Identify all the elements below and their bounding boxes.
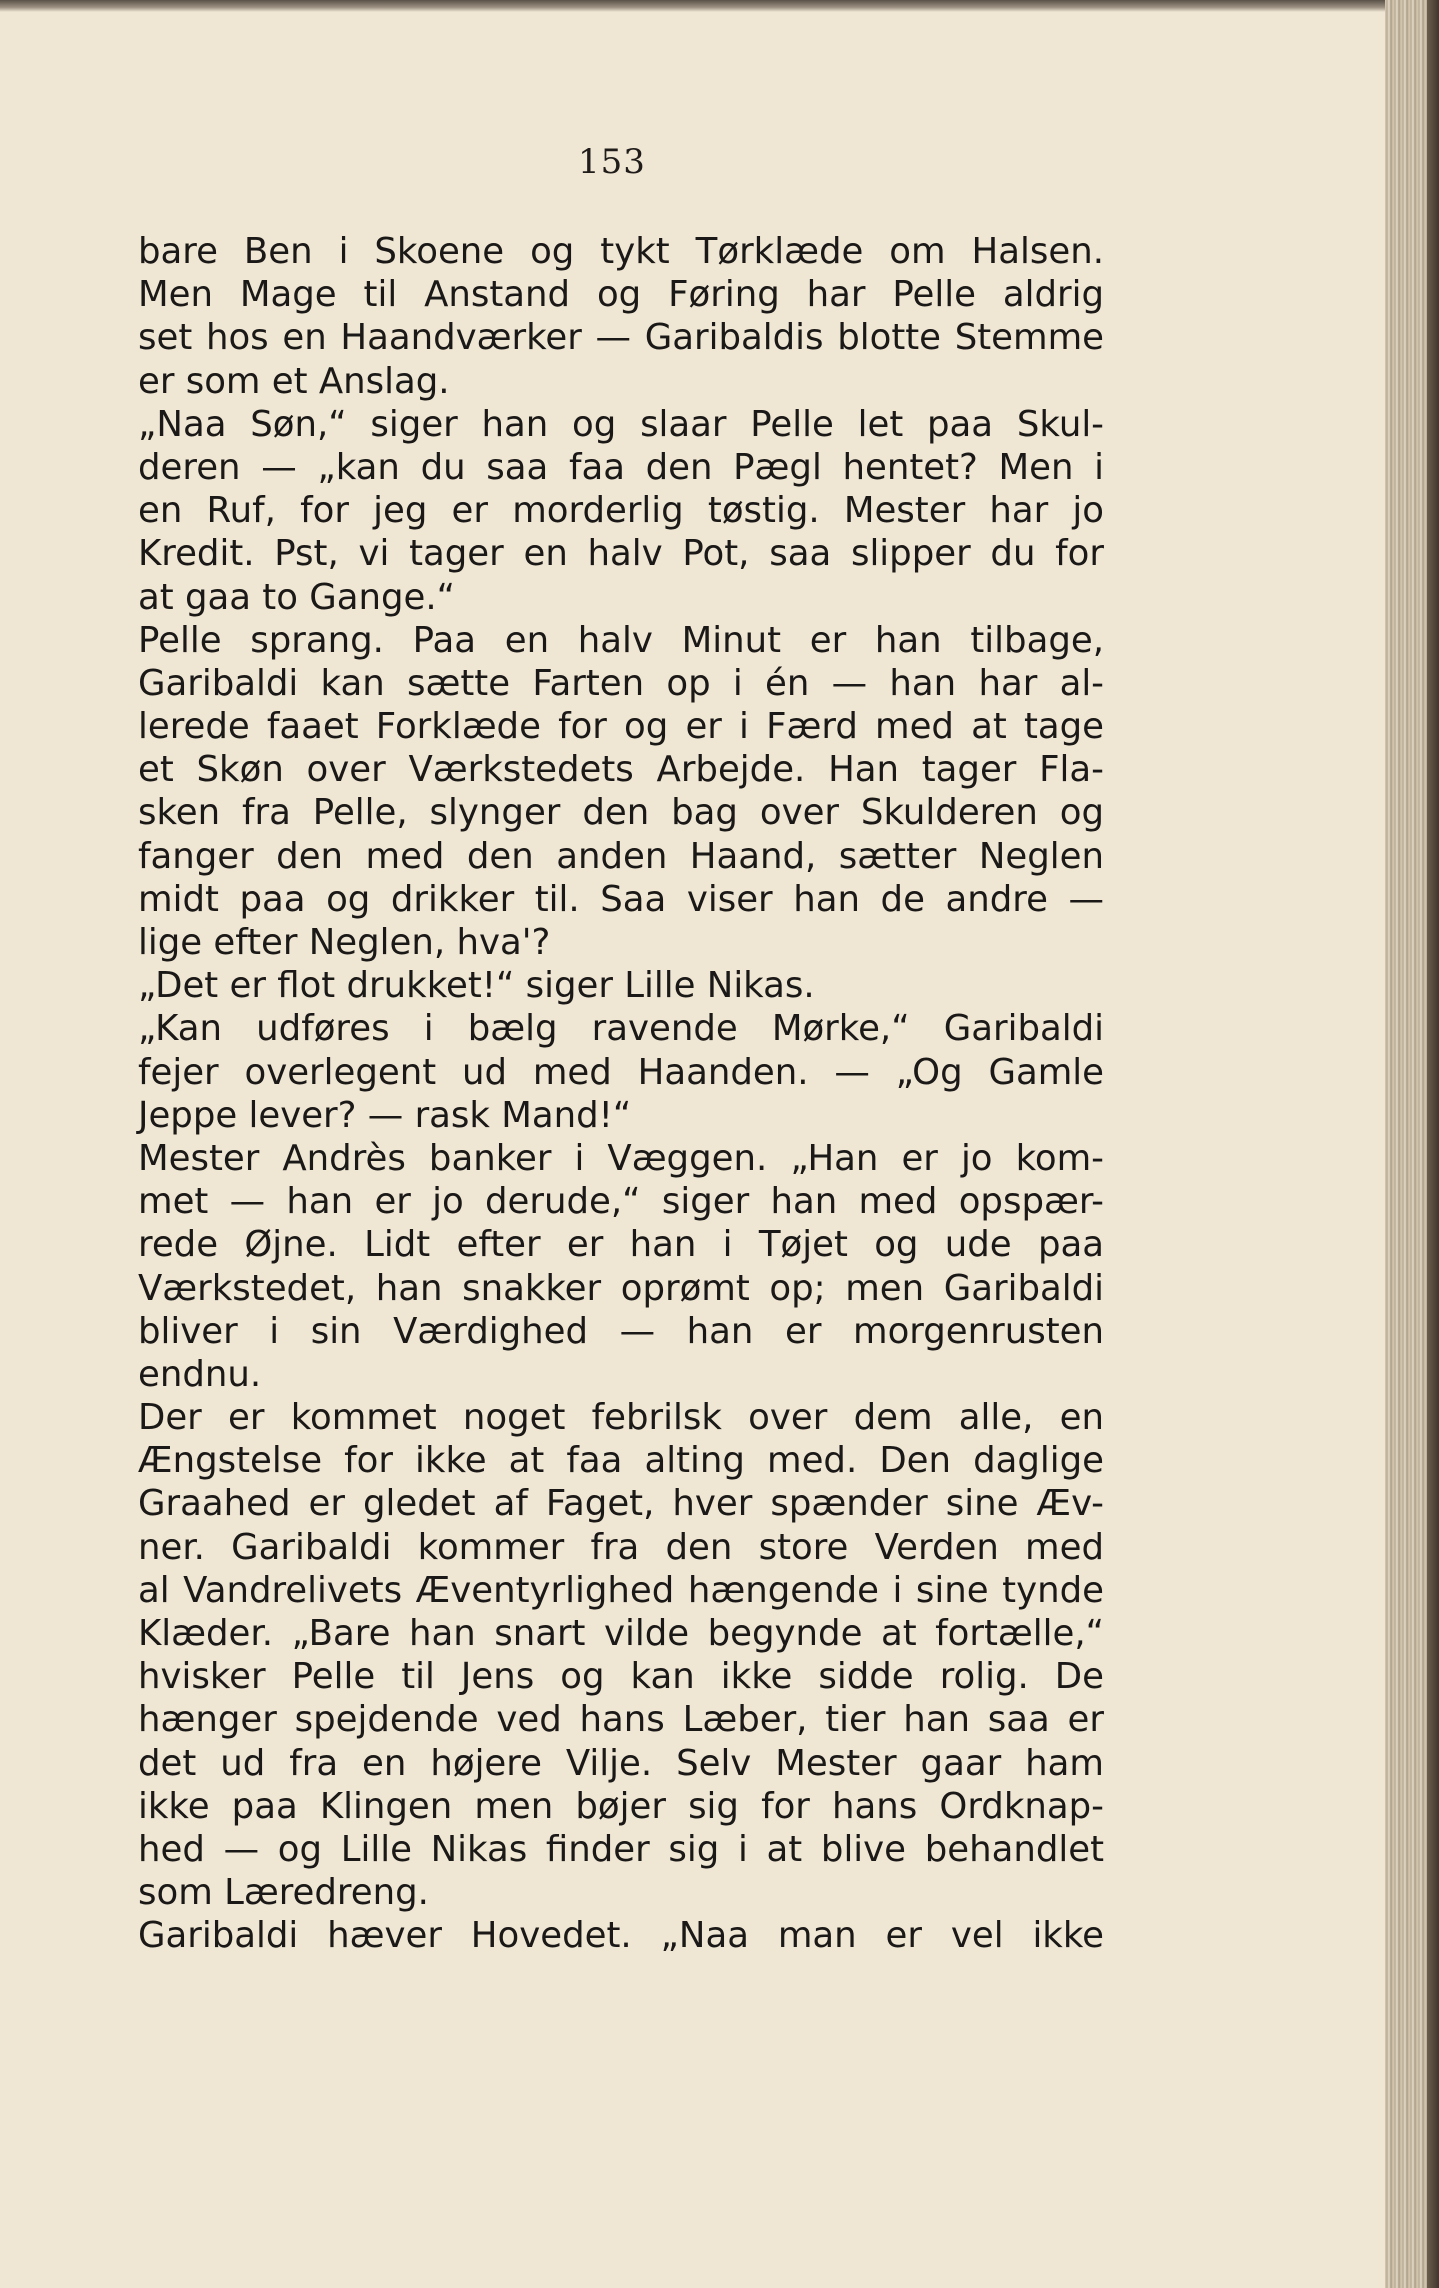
text-line: endnu. [138, 1353, 262, 1395]
text-line: Garibaldi hæver Hovedet. „Naa man er vel ikke [138, 1915, 1104, 1957]
text-line: bare Ben i Skoene og tykt Tørklæde om Halsen. [138, 231, 1104, 272]
book-cover-edge [1427, 0, 1439, 2288]
text-line: Mester Andrès banker i Væggen. „Han er jo kom- [138, 1137, 1104, 1179]
text-line: deren — „kan du saa faa den Pægl hentet? Men i [138, 446, 1104, 488]
text-line: Graahed er gledet af Faget, hver spænder sine Æv- [138, 1483, 1104, 1525]
text-line: Men Mage til Anstand og Føring har Pelle aldrig [138, 274, 1104, 316]
text-line: bliver i sin Værdighed — han er morgenrusten [138, 1310, 1104, 1352]
text-line: rede Øjne. Lidt efter er han i Tøjet og ude paa [138, 1224, 1104, 1266]
text-line: hed — og Lille Nikas finder sig i at blive behandlet [138, 1828, 1104, 1870]
text-line: set hos en Haandværker — Garibaldis blotte Stemme [138, 317, 1104, 359]
page-number: 153 [578, 142, 646, 182]
text-line: som Læredreng. [138, 1872, 429, 1914]
text-line: fanger den med den anden Haand, sætter Neglen [138, 835, 1104, 877]
text-line: lige efter Neglen, hva'? [138, 922, 551, 963]
text-line: Jeppe lever? — rask Mand!“ [138, 1094, 632, 1136]
text-line: „Kan udføres i bælg ravende Mørke,“ Garibaldi [138, 1008, 1104, 1050]
text-line: at gaa to Gange.“ [138, 576, 456, 618]
text-line: en Ruf, for jeg er morderlig tøstig. Mester har jo [138, 490, 1104, 532]
body-text [138, 230, 1104, 1958]
text-line: Værkstedet, han snakker oprømt op; men Garibaldi [138, 1267, 1104, 1309]
text-line: sken fra Pelle, slynger den bag over Skulderen og [138, 792, 1104, 834]
text-line: ikke paa Klingen men bøjer sig for hans Ordknap- [138, 1785, 1104, 1827]
text-line: „Det er flot drukket!“ siger Lille Nikas. [138, 965, 815, 1007]
text-line: Pelle sprang. Paa en halv Minut er han tilbage, [138, 619, 1104, 661]
text-line: Der er kommet noget febrilsk over dem alle, en [138, 1397, 1104, 1439]
text-line: Ængstelse for ikke at faa alting med. Den daglige [138, 1440, 1104, 1482]
text-line: al Vandrelivets Æventyrlighed hængende i sine tynde [138, 1569, 1104, 1611]
text-line: hænger spejdende ved hans Læber, tier han saa er [138, 1699, 1104, 1741]
text-line: met — han er jo derude,“ siger han med opspær- [138, 1181, 1104, 1223]
text-line: „Naa Søn,“ siger han og slaar Pelle let paa Skul- [138, 403, 1104, 445]
text-line: er som et Anslag. [138, 360, 450, 402]
text-line: ner. Garibaldi kommer fra den store Verden med [138, 1526, 1104, 1568]
text-line: hvisker Pelle til Jens og kan ikke sidde rolig. De [138, 1656, 1104, 1698]
text-line: Kredit. Pst, vi tager en halv Pot, saa slipper du for [138, 533, 1104, 575]
text-line: lerede faaet Forklæde for og er i Færd med at tage [138, 706, 1104, 748]
text-line: Klæder. „Bare han snart vilde begynde at fortælle,“ [138, 1613, 1104, 1654]
text-line: midt paa og drikker til. Saa viser han de andre — [138, 878, 1104, 920]
text-line: fejer overlegent ud med Haanden. — „Og Gamle [138, 1051, 1104, 1093]
text-line: et Skøn over Værkstedets Arbejde. Han tager Fla- [138, 749, 1104, 791]
text-line: det ud fra en højere Vilje. Selv Mester gaar ham [138, 1742, 1104, 1784]
text-line: Garibaldi kan sætte Farten op i én — han har al- [138, 662, 1104, 704]
page-top-edge [0, 0, 1439, 12]
